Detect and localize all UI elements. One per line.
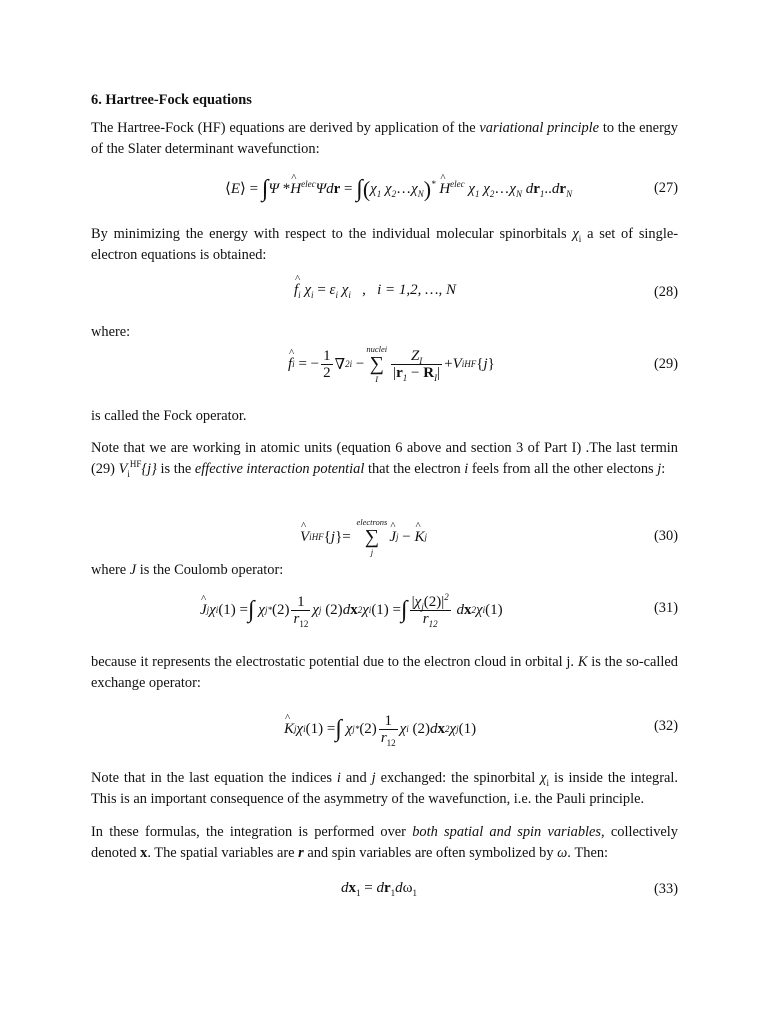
sum-lower-limit: j bbox=[370, 547, 374, 557]
equation-33 bbox=[91, 880, 678, 902]
equation-29-body: ^ f i = − $\frac{1}{2}$ ∇ 2 i − nuclei ∑ I $\frac{Z_I}{|r_1 - R_I|}$ + V i HF { j } bbox=[288, 336, 495, 392]
math-symbol: χ bbox=[572, 226, 579, 242]
math-symbol: J bbox=[129, 562, 137, 578]
equation-28 bbox=[91, 282, 678, 306]
equation-27 bbox=[91, 176, 678, 206]
text-run: By minimizing the energy with respect to the individual molecular spinorbitals bbox=[91, 226, 573, 242]
text-run: to the energy of the Slater determinant wavefunction: bbox=[91, 120, 678, 157]
math-symbol: χ bbox=[540, 770, 547, 786]
text-run: Note that in the last equation the indices bbox=[91, 770, 337, 786]
because-paragraph bbox=[91, 652, 678, 694]
text-run: In these formulas, the integration is performed over bbox=[91, 824, 413, 840]
equation-33-body: $dx_1 = dr_1d\omega_1$ bbox=[341, 880, 418, 898]
text-run: , collectively denoted bbox=[91, 824, 679, 861]
emphasis-text: variational principle bbox=[479, 120, 600, 136]
text-run: a set of single-electron equations is obtained: bbox=[91, 226, 678, 263]
equation-30 bbox=[91, 512, 678, 562]
math-symbol: r bbox=[298, 845, 304, 861]
equation-27-body: ⟨E⟩ = ∫Ψ *^ $H^{elec}\Psi dr = \int(\chi_1$ $\chi_2\dots\chi_N)^*$ ^ $H^{elec}$ $\chi_1$ $\chi_2\dots\chi_N$ $dr_1..dr_N$ bbox=[225, 176, 572, 203]
coulomb-paragraph bbox=[91, 560, 678, 581]
text-run: and bbox=[340, 770, 372, 786]
equation-number: (32) bbox=[654, 718, 678, 734]
fock-operator-text: is called the Fock operator. bbox=[91, 408, 247, 424]
text-run: is the Coulomb operator: bbox=[136, 562, 284, 578]
text-run: . The spatial variables are bbox=[147, 845, 299, 861]
math-symbol: i bbox=[336, 770, 341, 786]
text-run: because it represents the electrostatic potential due to the electron cloud in orbital j. bbox=[91, 654, 578, 670]
math-symbol: x bbox=[140, 845, 148, 861]
text-run: . Then: bbox=[567, 845, 609, 861]
minimizing-paragraph bbox=[91, 224, 678, 266]
math-subscript: i bbox=[127, 468, 130, 479]
math-superscript: HF bbox=[129, 459, 142, 470]
formulas-paragraph bbox=[91, 822, 678, 864]
equation-29 bbox=[91, 336, 678, 392]
sum-upper-limit: nuclei bbox=[366, 344, 388, 354]
text-run: exchanged: the spinorbital bbox=[375, 770, 541, 786]
equation-28-body: ^ $f_i$ $\chi_i = \varepsilon_i$ $\chi_i$ , i = 1,2, …, N bbox=[294, 282, 456, 299]
text-run: is inside the integral. This is an important consequence of the asymmetry of the wavefunction, i.e. the Pauli principle. bbox=[91, 770, 678, 807]
text-run: where bbox=[91, 562, 130, 578]
text-run: and spin variables are often symbolized by bbox=[303, 845, 558, 861]
indices-paragraph bbox=[91, 768, 678, 810]
text-run: The Hartree-Fock (HF) equations are derived by application of the bbox=[91, 120, 480, 136]
math-symbol: j bbox=[657, 461, 662, 477]
sum-lower-limit: I bbox=[375, 374, 379, 384]
text-run: is the bbox=[156, 461, 195, 477]
section-heading: 6. Hartree-Fock equations bbox=[91, 92, 252, 108]
sum-upper-limit: electrons bbox=[356, 517, 388, 527]
equation-number: (28) bbox=[654, 284, 678, 300]
text-run: : bbox=[661, 461, 666, 477]
equation-32-body: ^ K j χ i (1) = ∫ χ j * (2) $\frac{1}{r_{12}}$ χ i (2) d x 2 χ j (1) bbox=[284, 704, 476, 754]
text-run: Note that we are working in atomic units (equation 6 above and section 3 of Part I) .The last termin (29) bbox=[91, 440, 678, 477]
emphasis-text: effective interaction potential bbox=[194, 461, 365, 477]
equation-31-body: ^ J j χ i (1) = ∫ χ j * (2) $\frac{1}{r_{12}}$ χ j (2) d x 2 χ i (1) = ∫ $\frac{|\chi_j(2)|^2}{r_{12}}$ d x 2 χ i (1) bbox=[200, 584, 503, 636]
emphasis-text: both spatial and spin variables bbox=[412, 824, 602, 840]
equation-31 bbox=[91, 584, 678, 636]
note-paragraph bbox=[91, 438, 678, 480]
math-symbol: V bbox=[118, 461, 128, 477]
equation-number: (30) bbox=[654, 528, 678, 544]
equation-number: (31) bbox=[654, 600, 678, 616]
math-symbol: {j} bbox=[141, 461, 157, 477]
text-run: that the electron bbox=[364, 461, 465, 477]
math-symbol: i bbox=[464, 461, 469, 477]
equation-number: (29) bbox=[654, 356, 678, 372]
text-run: feels from all the other electons bbox=[468, 461, 658, 477]
intro-paragraph bbox=[91, 118, 678, 160]
math-symbol: ω bbox=[557, 845, 568, 861]
math-subscript: i bbox=[546, 777, 550, 788]
index-range: i = 1,2, …, N bbox=[377, 282, 456, 298]
math-symbol: j bbox=[371, 770, 376, 786]
equation-number: (27) bbox=[654, 180, 678, 196]
equation-30-body: ^ V i HF { j }= electrons ∑ j ^ J j − ^ K j bbox=[300, 512, 427, 562]
math-symbol: K bbox=[577, 654, 588, 670]
where-label: where: bbox=[91, 324, 131, 340]
equation-32 bbox=[91, 704, 678, 754]
math-subscript: i bbox=[578, 233, 582, 244]
equation-number: (33) bbox=[654, 881, 678, 897]
text-run: is the so-called exchange operator: bbox=[91, 654, 678, 691]
